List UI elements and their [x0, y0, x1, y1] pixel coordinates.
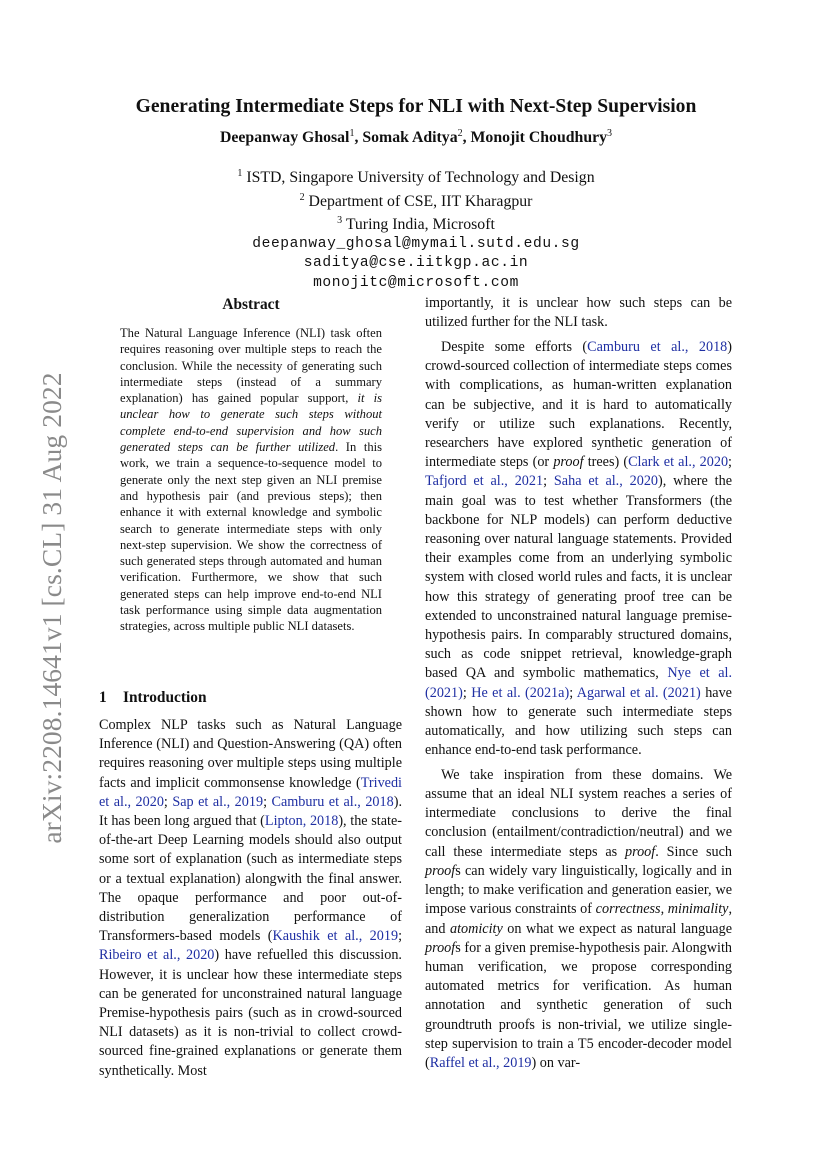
body-text: on what we expect as natural language	[502, 920, 732, 937]
citation-separator: ;	[569, 684, 577, 701]
section-number: 1	[99, 689, 107, 706]
body-paragraph	[425, 766, 732, 1073]
affiliation-text: ISTD, Singapore University of Technology and Design	[246, 169, 595, 186]
affiliation-mark: 3	[337, 215, 343, 227]
emphasis-text: minimality	[667, 901, 729, 918]
body-text: ) on var-	[531, 1054, 581, 1071]
section-title: Introduction	[123, 689, 207, 706]
affiliation-mark: 2	[299, 191, 305, 203]
body-text: ) crowd-sourced collection of intermediate steps comes with complications, as human-written explanation can be subjective, and it is hard to automatically verify or utilize such explanations. Recently, researchers have explored synthetic generation of intermediate steps (or	[425, 338, 732, 471]
affiliation-mark: 1	[349, 128, 355, 139]
citation-link[interactable]: Ribeiro et al., 2020	[99, 947, 215, 964]
author-name: Monojit Choudhury	[470, 129, 608, 146]
body-text: . Since such	[655, 843, 732, 860]
affiliation-text: Department of CSE, IIT Kharagpur	[308, 192, 533, 210]
body-text: ), where the main goal was to test whether Transformers (the backbone for NLP models) can perform deductive reasoning over natural language statements. Provided their examples come from an underlying symbolic system with closed world rules and facts, it is unclear how this strategy of generating proof tree can be extended to unconstrained natural language premise-hypothesis pairs. In comparably structured domains, such as code snippet retrieval, knowledge-graph based QA and symbolic mathematics,	[425, 473, 733, 682]
body-text: We take inspiration from these domains. We assume that an ideal NLI system reaches a series of intermediate conclusions to derive the final conclusion (entailment/contradiction/neutral) and we call these intermediate steps as	[425, 766, 732, 860]
section-heading	[99, 689, 402, 707]
citation-separator: ;	[163, 793, 173, 810]
citation-link[interactable]: Tafjord et al., 2021	[425, 473, 544, 490]
citation-separator: ;	[728, 454, 732, 471]
body-text: s for a given premise-hypothesis pair. Alongwith human verification, we propose corresponding automated metrics for verification. As human annotation and synthetic generation of such groundtruth proofs is non-trivial, we utilize single-step supervision to train a T5 encoder-decoder model (	[425, 939, 732, 1071]
body-paragraph	[425, 294, 732, 332]
citation-link[interactable]: Agarwal et al. (2021)	[576, 684, 701, 701]
body-text: s can widely vary linguistically, logically and in length; to make verification and generation easier, we impose various constraints of	[425, 862, 732, 918]
body-text: ), the state-of-the-art Deep Learning models should also output some sort of explanation (such as intermediate steps or a textual explanation) alongwith the final answer. The opaque performance and poor out-of-distribution generalization performance of Transformers-based models (	[99, 813, 402, 945]
author-list: Deepanway Ghosal$^1$, Somak Aditya$^2$, Monojit Choudhury$^3$	[219, 128, 613, 146]
citation-link[interactable]: Kaushik et al., 2019	[272, 928, 399, 945]
citation-link[interactable]: Camburu et al., 2018	[587, 338, 728, 355]
body-text: ). It has been long argued that (	[99, 793, 402, 830]
body-paragraph	[99, 716, 402, 1081]
author-name: Deepanway Ghosal	[219, 129, 350, 146]
author-name: Somak Aditya	[362, 129, 458, 146]
affiliation-mark: 2	[457, 128, 463, 139]
citation-link[interactable]: Camburu et al., 2018	[271, 793, 394, 810]
citation-link[interactable]: Lipton, 2018	[264, 813, 339, 830]
emphasis-text: correctness	[595, 901, 661, 918]
author-email[interactable]: monojitc@microsoft.com	[313, 274, 519, 291]
intro-right-column	[425, 294, 732, 1073]
paper-title: Generating Intermediate Steps for NLI with Next-Step Supervision	[135, 96, 697, 117]
citation-separator: ;	[263, 793, 272, 810]
body-text: Despite some efforts (	[441, 338, 588, 355]
citation-link[interactable]: Sap et al., 2019	[172, 793, 264, 810]
body-text: ) have refuelled this discussion. However, it is unclear how these intermediate steps can be generated for unconstrained natural language Premise-hypothesis pairs (such as in crowd-sourced NLI datasets) as it is non-trivial to collect crowd-sourced fine-grained explanations or generate them synthetically. Most	[99, 947, 402, 1079]
affiliation-mark: 1	[237, 168, 243, 179]
citation-link[interactable]: Trivedi et al., 2020	[99, 774, 402, 810]
body-text: trees) (	[583, 454, 629, 471]
citation-link[interactable]: Raffel et al., 2019	[429, 1054, 532, 1071]
intro-left-column	[99, 716, 402, 1081]
emphasis-text: proof	[553, 454, 584, 471]
author-email[interactable]: saditya@cse.iitkgp.ac.in	[303, 255, 529, 272]
emphasis-text: proof	[425, 939, 456, 956]
affiliation-line	[99, 211, 733, 235]
affiliation-block	[99, 164, 733, 294]
citation-separator: ;	[398, 928, 403, 945]
body-text: importantly, it is unclear how such steps can be utilized further for the NLI task.	[425, 295, 732, 331]
citation-link[interactable]: Saha et al., 2020	[553, 473, 659, 490]
abstract-text: . In this work, we train a sequence-to-sequence model to generate only the next step given an NLI premise and hypothesis pair (and previous steps); then enhance it with external knowledge and symbolic search to generate intermediate steps with only next-step supervision. We show the correctness of such generated steps through automated and human verification. Furthermore, we show that such generated steps can help improve end-to-end NLI task performance using simple data augmentation strategies, across multiple public NLI datasets.	[120, 440, 382, 634]
body-text: have shown how to generate such intermediate steps automatically, and how utilizing such steps can enhance end-to-end task performance.	[425, 684, 732, 759]
abstract-body	[120, 325, 382, 635]
citation-link[interactable]: Nye et al. (2021)	[425, 665, 732, 701]
affiliation-line	[99, 188, 733, 212]
body-text: , and	[425, 901, 732, 937]
emphasis-text: proof	[425, 862, 456, 879]
abstract-paragraph	[120, 325, 382, 635]
abstract-italic-text: it is unclear how to generate such steps without complete end-to-end supervision and how such generated steps can be further utilized	[120, 391, 382, 455]
body-text: ,	[660, 901, 668, 918]
author-email[interactable]: deepanway_ghosal@mymail.sutd.edu.sg	[252, 235, 580, 252]
affiliation-text: Turing India, Microsoft	[345, 216, 495, 234]
citation-link[interactable]: He et al. (2021a)	[471, 684, 570, 701]
affiliation-mark: 3	[607, 128, 613, 139]
citation-separator: ;	[543, 473, 554, 490]
abstract-text: The Natural Language Inference (NLI) task often requires reasoning over multiple steps to reach the conclusion. While the necessity of generating such intermediate steps (instead of a summary explanation) has gained popular support,	[120, 326, 382, 406]
abstract-heading: Abstract	[222, 296, 280, 313]
emphasis-text: proof	[625, 843, 656, 860]
affiliation-line	[99, 164, 733, 188]
arxiv-identifier-stamp: arXiv:2208.14641v1 [cs.CL] 31 Aug 2022	[36, 372, 67, 844]
citation-link[interactable]: Clark et al., 2020	[628, 454, 729, 471]
citation-separator: ;	[462, 684, 472, 701]
emphasis-text: atomicity	[449, 920, 503, 937]
body-text: Complex NLP tasks such as Natural Language Inference (NLI) and Question-Answering (QA) often requires reasoning over multiple steps using multiple facts and implicit commonsense knowledge (	[99, 717, 402, 791]
body-paragraph	[425, 338, 732, 760]
